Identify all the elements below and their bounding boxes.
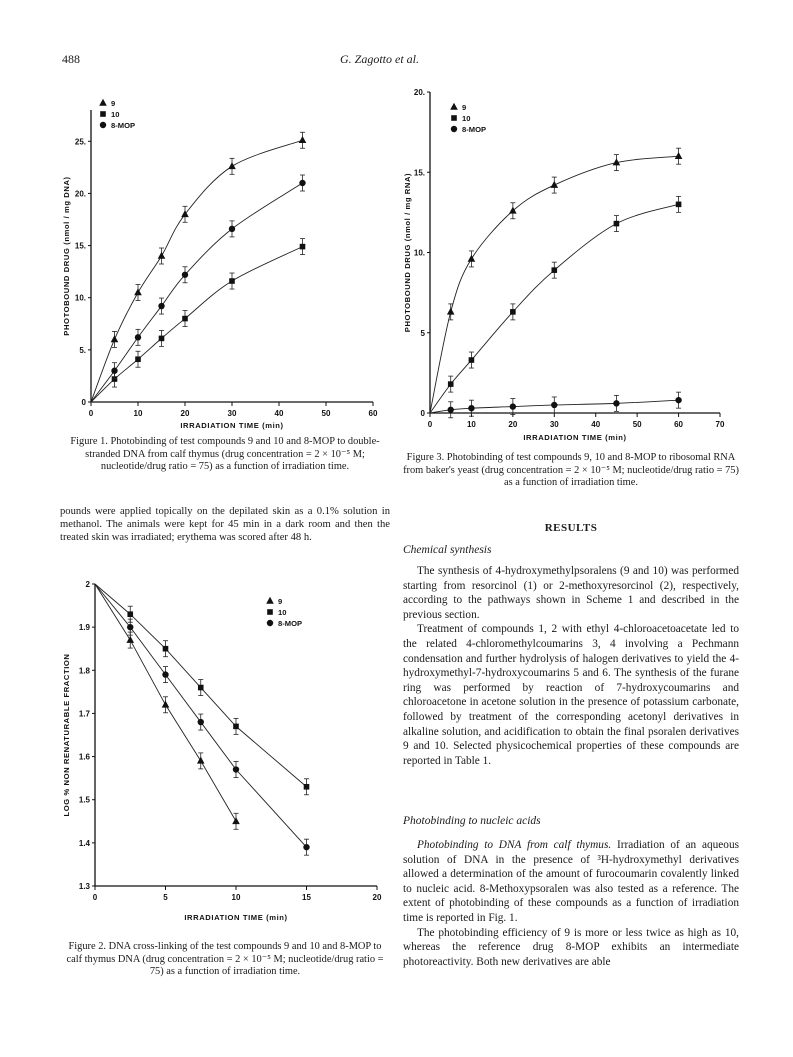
methods-paragraph <box>60 505 390 545</box>
paragraph-photobinding-dna <box>403 838 739 926</box>
y-tick-label: 25. <box>74 137 86 147</box>
legend-marker <box>99 99 107 106</box>
data-point <box>127 624 133 630</box>
data-point <box>182 272 188 278</box>
data-point <box>468 255 476 262</box>
figure-2-caption: Figure 2. DNA cross-linking of the test compounds 9 and 10 and 8-MOP to calf thymus DNA (drug concentration = 2 × 10⁻⁵ M; nucleotide/drug ratio = 75) as a function of irradiation time. <box>66 941 384 978</box>
x-tick-label: 0 <box>88 409 94 418</box>
data-point <box>232 817 240 824</box>
data-point <box>303 844 309 850</box>
y-axis-label: PHOTOBOUND DRUG (nmol / mg RNA) <box>403 172 412 333</box>
results-block-1 <box>403 564 739 768</box>
data-point <box>134 288 142 295</box>
y-tick-label: 5. <box>79 345 86 355</box>
legend-label: 8-MOP <box>462 125 487 134</box>
data-point <box>299 180 305 186</box>
legend-marker <box>100 122 106 128</box>
legend-marker <box>266 597 274 604</box>
x-tick-label: 5 <box>163 893 168 902</box>
x-tick-label: 40 <box>274 409 284 418</box>
results-heading: RESULTS <box>544 522 598 534</box>
data-point <box>510 309 516 315</box>
legend-label: 10 <box>278 608 287 617</box>
legend-label: 9 <box>278 597 283 606</box>
data-point <box>447 308 455 315</box>
figure-1-chart <box>55 88 390 433</box>
data-point <box>675 152 683 159</box>
data-point <box>468 405 474 411</box>
data-point <box>158 303 164 309</box>
data-point <box>551 267 557 273</box>
y-axis-label: LOG % NON RENATURABLE FRACTION <box>62 653 71 817</box>
legend-marker <box>451 126 457 132</box>
paragraph-lead-in: Photobinding to DNA from calf thymus. <box>417 839 612 851</box>
y-tick-label: 2 <box>85 580 90 589</box>
legend-marker <box>451 115 457 121</box>
x-tick-label: 40 <box>591 420 601 429</box>
data-point <box>510 403 516 409</box>
data-point <box>550 181 558 188</box>
data-point <box>162 701 170 708</box>
series-line <box>430 204 679 413</box>
y-tick-label: 1.5 <box>78 795 90 805</box>
data-point <box>198 685 204 691</box>
data-point <box>551 402 557 408</box>
figure-2-chart <box>55 576 390 936</box>
figure-3-chart <box>400 82 745 450</box>
legend-label: 9 <box>462 103 467 112</box>
x-tick-label: 0 <box>427 420 433 429</box>
subsection-photobinding: Photobinding to nucleic acids <box>403 815 541 827</box>
x-tick-label: 60 <box>674 420 684 429</box>
data-point <box>448 407 454 413</box>
x-axis-label: IRRADIATION TIME (min) <box>523 433 627 442</box>
methods-text: pounds were applied topically on the depilated skin as a 0.1% solution in methanol. The animals were kept for 45 min in a dark room and then the treated skin was irradiated; erythema was scored after 48 h. <box>60 506 390 544</box>
data-point <box>233 766 239 772</box>
data-point <box>158 252 166 259</box>
legend-label: 8-MOP <box>111 121 136 130</box>
y-tick-label: 1.4 <box>78 838 90 848</box>
y-tick-label: 5 <box>420 328 425 338</box>
data-point <box>509 207 517 214</box>
x-tick-label: 50 <box>321 409 331 418</box>
data-point <box>228 162 236 169</box>
data-point <box>182 316 188 322</box>
data-point <box>111 335 119 342</box>
data-point <box>135 334 141 340</box>
data-point <box>159 336 165 342</box>
paragraph-photobinding-text: Irradiation of an aqueous solution of DNA in the presence of ³H-hydroxymethyl derivatives allowed a determination of the amount of furocoumarin covalently linked to nucleic acid. 8-Methoxypsoralen was also tested as a reference. The extent of photobinding of these compounds as a function of irradiation time is reported in Fig. 1. <box>403 839 739 924</box>
y-tick-label: 15. <box>413 168 425 178</box>
legend-marker <box>100 111 106 117</box>
y-tick-label: 15. <box>74 241 86 251</box>
series-line <box>91 247 303 402</box>
data-point <box>448 381 454 387</box>
data-point <box>299 136 307 143</box>
data-point <box>675 397 681 403</box>
data-point <box>613 400 619 406</box>
y-tick-label: 1.9 <box>78 623 90 633</box>
x-tick-label: 30 <box>227 409 237 418</box>
x-tick-label: 15 <box>302 893 311 902</box>
legend-marker <box>267 620 273 626</box>
legend-label: 10 <box>111 110 120 119</box>
x-tick-label: 20 <box>372 893 382 902</box>
data-point <box>197 757 205 764</box>
data-point <box>469 357 475 363</box>
results-block-2 <box>403 838 739 969</box>
x-tick-label: 30 <box>549 420 559 429</box>
data-point <box>300 244 306 250</box>
series-line <box>91 183 303 402</box>
y-tick-label: 1.7 <box>78 709 90 719</box>
y-axis-label: PHOTOBOUND DRUG (nmol / mg DNA) <box>62 176 71 336</box>
data-point <box>229 226 235 232</box>
y-tick-label: 10. <box>413 248 425 258</box>
y-tick-label: 1.6 <box>78 752 90 762</box>
y-tick-label: 1.8 <box>78 666 90 676</box>
y-tick-label: 1.3 <box>78 882 90 891</box>
x-tick-label: 20 <box>508 420 518 429</box>
y-tick-label: 20. <box>74 189 86 199</box>
x-tick-label: 50 <box>632 420 642 429</box>
data-point <box>163 646 169 652</box>
y-tick-label: 0 <box>420 409 425 418</box>
paragraph-treatment: Treatment of compounds 1, 2 with ethyl 4-chloroacetoacetate led to the related 4-chloromethylcoumarins 3, 4 involving a Pechmann condensation and further hydrolysis of halogen derivatives to yield the 4-hydroxymethyl-7-hydroxycoumarins 5 and 6. The synthesis of the furane ring was performed by reaction of 7-hydroxycoumarins and chloroacetone in acetone solution in the presence of potassium carbonate, followed by treatment of the corresponding acetonyl derivatives in alkaline solution, and acidification to obtain the final psoralen derivatives 9 and 10. Selected physicochemical properties of these compounds are reported in Table 1. <box>403 623 739 767</box>
data-point <box>233 724 239 730</box>
figure-3-caption: Figure 3. Photobinding of test compounds 9, 10 and 8-MOP to ribosomal RNA from baker's yeast (drug concentration = 2 × 10⁻⁵ M; nucleotide/drug ratio = 75) as a function of irradiation time. <box>403 452 739 489</box>
legend-label: 8-MOP <box>278 619 303 628</box>
y-tick-label: 20. <box>413 88 425 97</box>
x-axis-label: IRRADIATION TIME (min) <box>180 421 284 430</box>
legend-marker <box>450 103 458 110</box>
x-tick-label: 10 <box>466 420 476 429</box>
legend-label: 10 <box>462 114 471 123</box>
data-point <box>614 221 620 227</box>
data-point <box>198 719 204 725</box>
series-line <box>91 140 303 402</box>
x-tick-label: 70 <box>715 420 725 429</box>
series-line <box>430 156 679 413</box>
y-tick-label: 10. <box>74 293 86 303</box>
legend-label: 9 <box>111 99 116 108</box>
figure-1-caption: Figure 1. Photobinding of test compounds 9 and 10 and 8-MOP to double-stranded DNA from calf thymus (drug concentration = 2 × 10⁻⁵ M; nucleotide/drug ratio = 75) as a function of irradiation time. <box>70 436 380 473</box>
data-point <box>127 611 133 617</box>
running-title: G. Zagotto et al. <box>340 52 420 66</box>
x-tick-label: 10 <box>133 409 143 418</box>
x-tick-label: 60 <box>368 409 378 418</box>
x-tick-label: 10 <box>231 893 241 902</box>
paragraph-efficiency: The photobinding efficiency of 9 is more or less twice as high as 10, whereas the reference drug 8-MOP exhibits an intermediate photoreactivity. Both new derivatives are able <box>403 926 739 968</box>
data-point <box>126 636 134 643</box>
x-axis-label: IRRADIATION TIME (min) <box>184 913 288 922</box>
paragraph-synthesis: The synthesis of 4-hydroxymethylpsoralens (9 and 10) was performed starting from resorcinol (1) or 2-methoxyresorcinol (2), respectively, according to the pathways shown in Scheme 1 and described in the previous section. <box>403 565 739 621</box>
x-tick-label: 0 <box>92 893 98 902</box>
x-tick-label: 20 <box>180 409 190 418</box>
legend-marker <box>267 609 273 615</box>
subsection-chemical-synthesis: Chemical synthesis <box>403 544 492 556</box>
data-point <box>111 368 117 374</box>
data-point <box>229 278 235 284</box>
data-point <box>304 784 310 790</box>
data-point <box>135 356 141 362</box>
data-point <box>676 202 682 208</box>
data-point <box>162 671 168 677</box>
page-number: 488 <box>62 52 80 66</box>
y-tick-label: 0 <box>81 398 86 407</box>
